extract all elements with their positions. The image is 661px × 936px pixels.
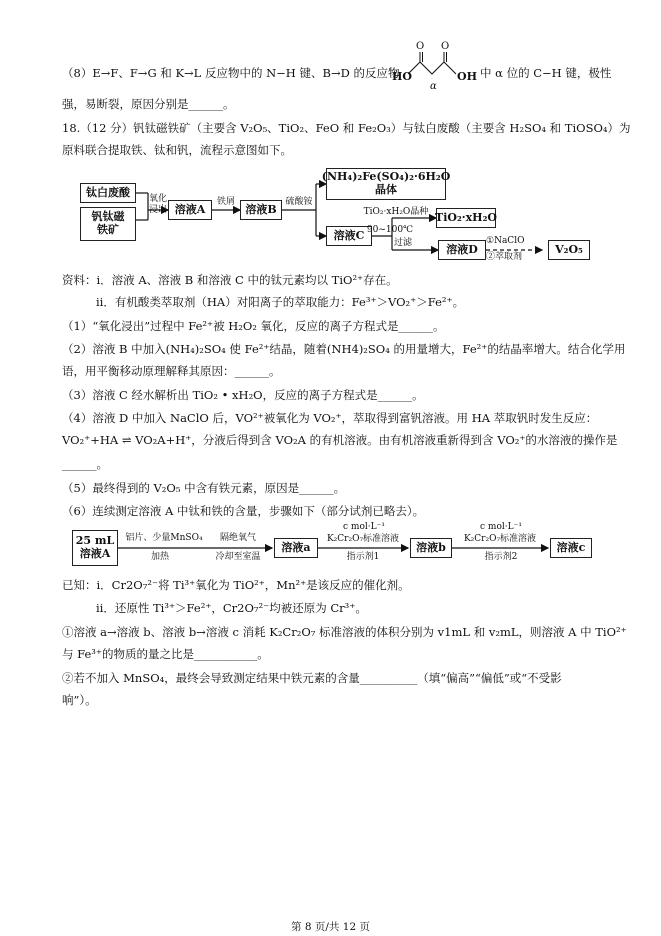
known-2: ⅱ．还原性 Ti³⁺＞Fe²⁺，Cr2O₇²⁻均被还原为 Cr³⁺。 bbox=[96, 601, 367, 615]
question-4c: ______。 bbox=[62, 457, 108, 471]
question-5: （5）最终得到的 V₂O₅ 中含有铁元素，原因是______。 bbox=[62, 481, 346, 495]
label-naclo: ①NaClO bbox=[486, 236, 525, 246]
label-temperature: 90~100℃ bbox=[366, 225, 414, 235]
label-iron-scraps: 铁屑 bbox=[216, 197, 235, 207]
box-tibai-acid: 钛白废酸 bbox=[80, 183, 136, 203]
q8-line1-pre: （8）E→F、F→G 和 K→L 反应物中的 N−H 键、B→D 的反应物 bbox=[62, 66, 400, 80]
label-cool: 冷却至室温 bbox=[215, 552, 261, 562]
q18-title: 18.（12 分）钒钛磁铁矿（主要含 V₂O₅、TiO₂、FeO 和 Fe₂O₃）与钛白废酸（主要含 H₂SO₄ 和 TiOSO₄）为 bbox=[62, 121, 631, 135]
sub-question-1a: ①溶液 a→溶液 b、溶液 b→溶液 c 消耗 K₂Cr₂O₇ 标准溶液的体积分别为 v1mL 和 v₂mL，则溶液 A 中 TiO²⁺ bbox=[62, 625, 627, 639]
question-2a: （2）溶液 B 中加入(NH₄)₂SO₄ 使 Fe²⁺结晶，随着(NH4)₂SO₄ 的用量增大，Fe²⁺的结晶率增大。结合化学用 bbox=[62, 342, 626, 356]
label-al-mnso4: 铝片、少量MnSO₄ bbox=[125, 533, 203, 543]
sub-question-2b: 响”）。 bbox=[62, 693, 97, 707]
q18-title2: 原料联合提取铁、钛和钒，流程示意图如下。 bbox=[62, 143, 292, 157]
info-2: ⅱ．有机酸类萃取剂（HA）对阳离子的萃取能力：Fe³⁺＞VO₂⁺＞Fe²⁺。 bbox=[96, 295, 465, 309]
label-indicator-1: 指示剂1 bbox=[346, 552, 380, 562]
q8-line1-post: 中 α 位的 C−H 键，极性 bbox=[480, 66, 612, 80]
box-solution-c: 溶液C bbox=[326, 226, 372, 246]
label-heat: 加热 bbox=[150, 552, 169, 562]
structure-o-left: O bbox=[416, 41, 425, 52]
label-conc-2: c mol·L⁻¹ bbox=[480, 522, 522, 532]
question-6: （6）连续测定溶液 A 中钛和铁的含量，步骤如下（部分试剂已略去）。 bbox=[62, 504, 425, 518]
label-indicator-2: 指示剂2 bbox=[484, 552, 518, 562]
question-4a: （4）溶液 D 中加入 NaClO 后，VO²⁺被氧化为 VO₂⁺，萃取得到富钒溶液。用 HA 萃取钒时发生反应： bbox=[62, 411, 598, 425]
box-tio2-hydrate: TiO₂·xH₂O bbox=[436, 208, 496, 228]
label-ammonium-sulfate: 硫酸铵 bbox=[285, 197, 313, 207]
known-1: 已知：ⅰ．Cr2O₇²⁻将 Ti³⁺氧化为 TiO²⁺，Mn²⁺是该反应的催化剂。 bbox=[62, 578, 410, 592]
q8-line2: 强，易断裂，原因分别是______。 bbox=[62, 97, 235, 111]
label-seed-crystal: TiO₂·xH₂O晶种 bbox=[363, 207, 429, 217]
info-1: 资料：ⅰ．溶液 A、溶液 B 和溶液 C 中的钛元素均以 TiO²⁺存在。 bbox=[62, 273, 398, 287]
box-v2o5: V₂O₅ bbox=[548, 240, 590, 260]
box-solution-a-lower: 溶液a bbox=[274, 538, 318, 558]
label-standard-2: K₂Cr₂O₇标准溶液 bbox=[463, 534, 537, 544]
question-2b: 语，用平衡移动原理解释其原因：______。 bbox=[62, 364, 281, 378]
question-3: （3）溶液 C 经水解析出 TiO₂ • xH₂O，反应的离子方程式是______。 bbox=[62, 388, 424, 402]
box-mohr-salt: (NH₄)₂Fe(SO₄)₂·6H₂O 晶体 bbox=[326, 168, 446, 200]
box-25ml-solution-a: 25 mL 溶液A bbox=[72, 530, 118, 566]
sub-question-1b: 与 Fe³⁺的物质的量之比是___________。 bbox=[62, 647, 269, 661]
structure-o-right: O bbox=[441, 41, 450, 52]
box-solution-b-lower: 溶液b bbox=[410, 538, 452, 558]
label-standard-1: K₂Cr₂O₇标准溶液 bbox=[326, 534, 400, 544]
label-isolate-oxygen: 隔绝氧气 bbox=[219, 533, 256, 543]
label-filter: 过滤 bbox=[393, 238, 412, 248]
structure-oh: OH bbox=[457, 70, 477, 83]
structure-alpha: α bbox=[430, 81, 437, 92]
page-footer: 第 8 页/共 12 页 bbox=[291, 921, 370, 933]
label-conc-1: c mol·L⁻¹ bbox=[343, 522, 385, 532]
question-1: （1）“氧化浸出”过程中 Fe²⁺被 H₂O₂ 氧化，反应的离子方程式是______。 bbox=[62, 319, 445, 333]
box-solution-b: 溶液B bbox=[240, 200, 282, 220]
sub-question-2a: ②若不加入 MnSO₄，最终会导致测定结果中铁元素的含量__________（填“偏高”“偏低”或“不受影 bbox=[62, 671, 562, 685]
box-solution-a: 溶液A bbox=[168, 200, 212, 220]
box-solution-c-lower: 溶液c bbox=[550, 538, 592, 558]
structure-ho: HO bbox=[392, 70, 412, 83]
box-solution-d: 溶液D bbox=[438, 240, 486, 260]
question-4b: VO₂⁺+HA ⇌ VO₂A+H⁺，分液后得到含 VO₂A 的有机溶液。由有机溶液重新得到含 VO₂⁺的水溶液的操作是 bbox=[62, 433, 618, 447]
label-oxidative-leach: 氧化浸出 bbox=[148, 194, 167, 215]
label-extractant: ②萃取剂 bbox=[486, 252, 523, 262]
box-ore: 钒钛磁铁矿 bbox=[80, 207, 136, 241]
